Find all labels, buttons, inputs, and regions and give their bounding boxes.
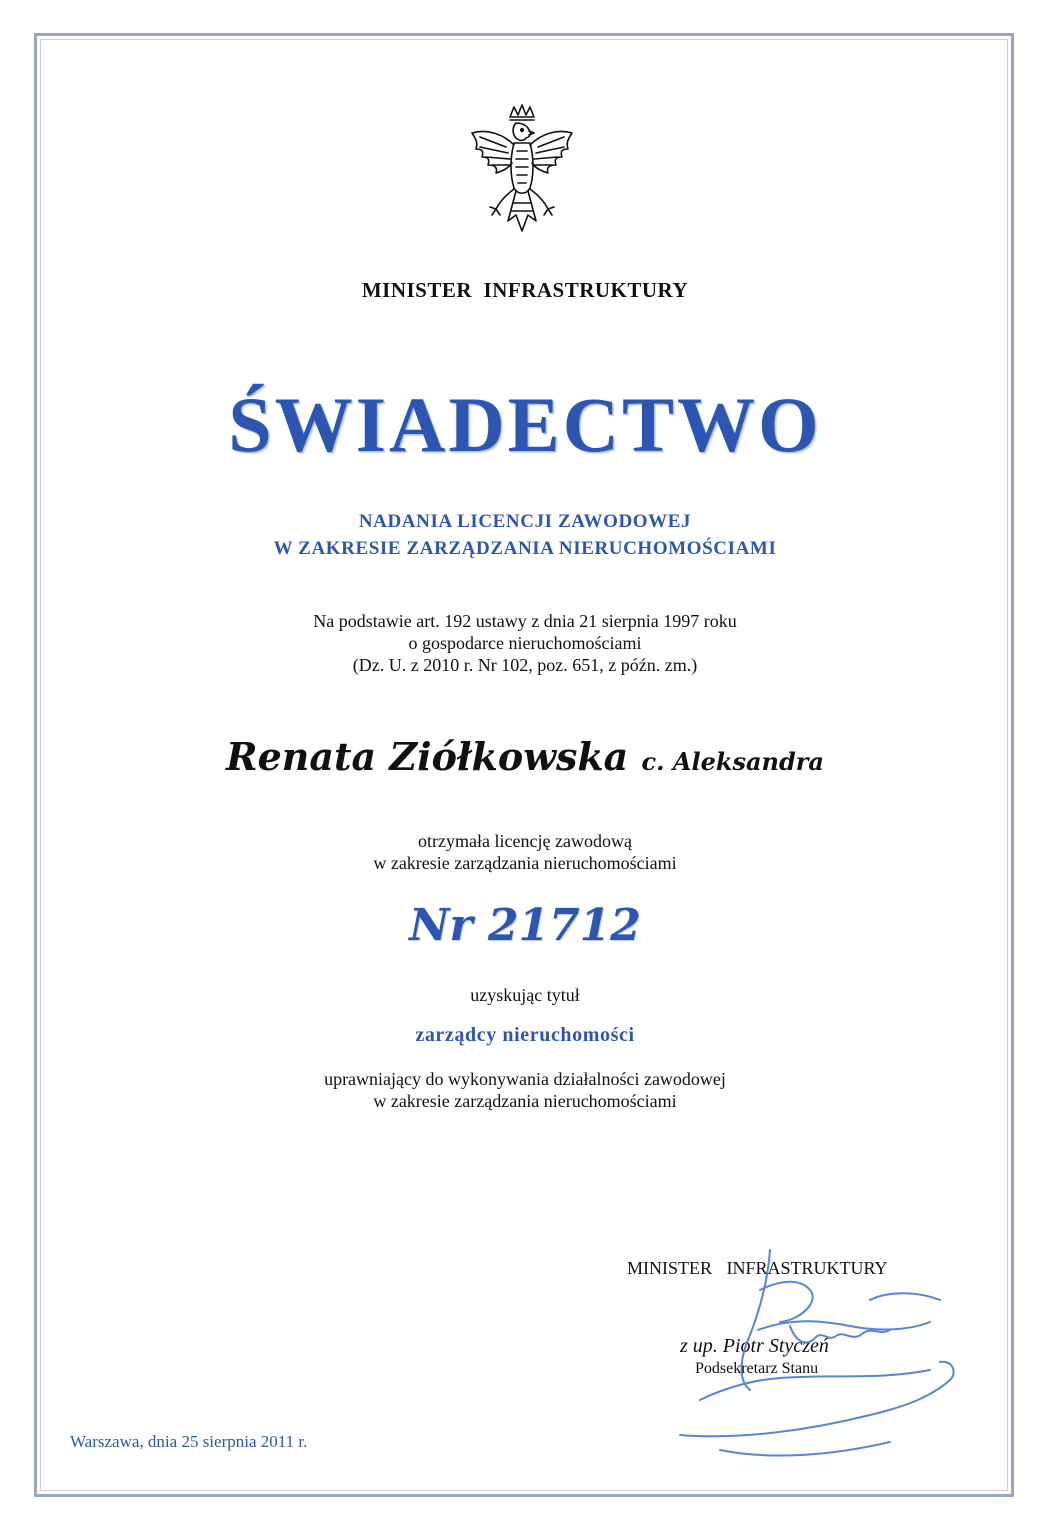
granted-text-line-2: w zakresie zarządzania nieruchomościami — [373, 853, 677, 873]
polish-eagle-emblem-icon — [462, 103, 582, 248]
subtitle-line-2: W ZAKRESIE ZARZĄDZANIA NIERUCHOMOŚCIAMI — [273, 538, 777, 559]
professional-title: zarządcy nieruchomości — [415, 1024, 635, 1046]
legal-basis-line-3: (Dz. U. z 2010 r. Nr 102, poz. 651, z późn. zm.) — [352, 655, 698, 675]
recipient-name: Renata Ziółkowska — [226, 734, 629, 779]
legal-basis-line-2: o gospodarce nieruchomościami — [408, 633, 642, 653]
signatory-name: z up. Piotr Styczeń — [680, 1335, 829, 1357]
signatory-role: Podsekretarz Stanu — [695, 1360, 819, 1377]
handwritten-signature — [640, 1230, 970, 1470]
issuer-heading: MINISTER INFRASTRUKTURY — [361, 278, 689, 302]
certificate-subtitle — [0, 508, 1050, 562]
license-number: Nr 21712 — [409, 900, 641, 951]
certificate-title: ŚWIADECTWO — [228, 381, 822, 468]
obtaining-text: uzyskując tytuł — [470, 985, 580, 1005]
legal-basis — [0, 610, 1050, 676]
granted-text — [0, 830, 1050, 874]
subtitle-line-1: NADANIA LICENCJI ZAWODOWEJ — [358, 511, 692, 532]
recipient-father-name: c. Aleksandra — [641, 747, 824, 776]
entitling-text — [0, 1068, 1050, 1112]
legal-basis-line-1: Na podstawie art. 192 ustawy z dnia 21 sierpnia 1997 roku — [313, 611, 737, 631]
place-and-date: Warszawa, dnia 25 sierpnia 2011 r. — [70, 1432, 308, 1451]
entitling-text-line-1: uprawniający do wykonywania działalności zawodowej — [324, 1069, 726, 1089]
entitling-text-line-2: w zakresie zarządzania nieruchomościami — [373, 1091, 677, 1111]
signatory-office: MINISTER INFRASTRUKTURY — [627, 1258, 888, 1278]
recipient — [0, 734, 1050, 779]
granted-text-line-1: otrzymała licencję zawodową — [418, 831, 632, 851]
